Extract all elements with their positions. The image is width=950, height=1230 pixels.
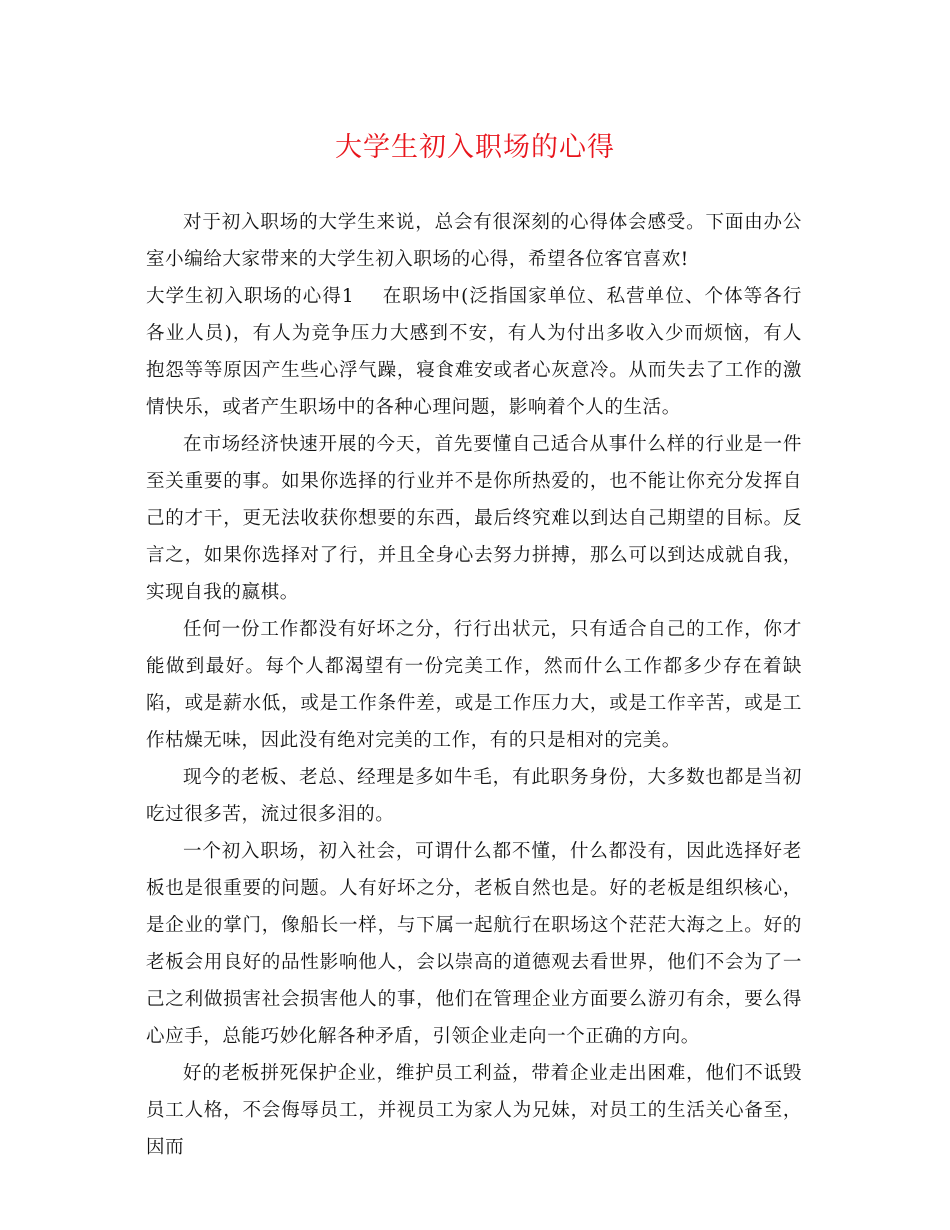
section-heading: 大学生初入职场的心得1 bbox=[146, 286, 355, 307]
body-paragraph: 任何一份工作都没有好坏之分，行行出状元，只有适合自己的工作，你才能做到最好。每个人都渴望有一份完美工作，然而什么工作都多少存在着缺陷，或是薪水低，或是工作条件差，或是工作压力大，或是工作辛苦，或是工作枯燥无味，因此没有绝对完美的工作，有的只是相对的完美。 bbox=[146, 619, 802, 751]
document-body bbox=[146, 204, 802, 1166]
section-first-paragraph bbox=[146, 278, 802, 426]
section-first-text: 在职场中(泛指国家单位、私营单位、个体等各行各业人员)，有人为竞争压力大感到不安，有人为付出多收入少而烦恼，有人抱怨等等原因产生些心浮气躁，寝食难安或者心灰意冷。从而失去了工作的激情快乐，或者产生职场中的各种心理问题，影响着个人的生活。 bbox=[146, 286, 802, 418]
body-paragraph: 现今的老板、老总、经理是多如牛毛，有此职务身份，大多数也都是当初吃过很多苦，流过很多泪的。 bbox=[146, 767, 802, 825]
intro-paragraph: 对于初入职场的大学生来说，总会有很深刻的心得体会感受。下面由办公室小编给大家带来的大学生初入职场的心得，希望各位客官喜欢! bbox=[146, 212, 802, 270]
document-title: 大学生初入职场的心得 bbox=[335, 132, 615, 163]
body-paragraph: 好的老板拼死保护企业，维护员工利益，带着企业走出困难，他们不诋毁员工人格，不会侮辱员工，并视员工为家人为兄妹，对员工的生活关心备至，因而 bbox=[146, 1063, 802, 1158]
body-paragraph: 在市场经济快速开展的今天，首先要懂自己适合从事什么样的行业是一件至关重要的事。如果你选择的行业并不是你所热爱的，也不能让你充分发挥自己的才干，更无法收获你想要的东西，最后终究难以到达自己期望的目标。反言之，如果你选择对了行，并且全身心去努力拼搏，那么可以到达成就自我，实现自我的嬴棋。 bbox=[146, 434, 802, 603]
body-paragraph: 一个初入职场，初入社会，可谓什么都不懂，什么都没有，因此选择好老板也是很重要的问题。人有好坏之分，老板自然也是。好的老板是组织核心，是企业的掌门，像船长一样，与下属一起航行在职场这个茫茫大海之上。好的老板会用良好的品性影响他人，会以崇高的道德观去看世界，他们不会为了一己之利做损害社会损害他人的事，他们在管理企业方面要么游刃有余，要么得心应手，总能巧妙化解各种矛盾，引领企业走向一个正确的方向。 bbox=[146, 841, 802, 1047]
